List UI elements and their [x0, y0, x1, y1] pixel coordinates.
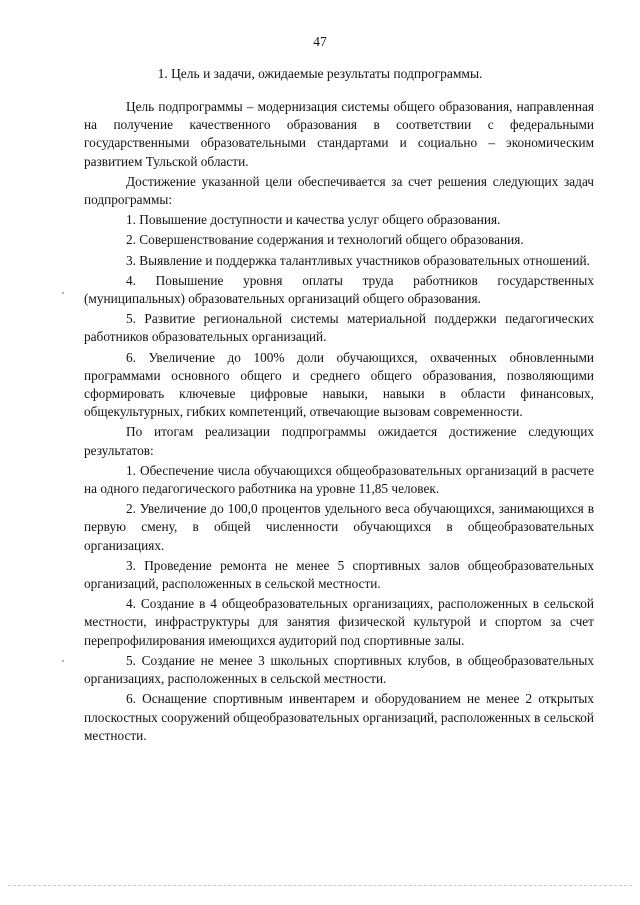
result-item-4: 4. Создание в 4 общеобразовательных организациях, расположенных в сельской местности, инфраструктуры для занятия физической культурой и спортом за счет перепрофилирования имеющихся аудиторий под спортивные залы.: [84, 596, 594, 648]
result-item-6: 6. Оснащение спортивным инвентарем и оборудованием не менее 2 открытых плоскостных сооружений общеобразовательных организаций, расположенных в сельской местности.: [84, 691, 594, 743]
result-item-5: 5. Создание не менее 3 школьных спортивных клубов, в общеобразовательных организациях, расположенных в сельской местности.: [84, 652, 594, 687]
task-item-4: 4. Повышение уровня оплаты труда работников государственных (муниципальных) образовательных организаций общего образования.: [84, 272, 594, 307]
result-item-3: 3. Проведение ремонта не менее 5 спортивных залов общеобразовательных организаций, расположенных в сельской местности.: [84, 557, 594, 592]
section-heading: 1. Цель и задачи, ожидаемые результаты подпрограммы.: [157, 66, 483, 81]
paragraph-goal: Цель подпрограммы – модернизация системы общего образования, направленная на получение качественного образования в соответствии с федеральными государственными образовательными стандартами и социально – экономическим развитием Тульской области.: [84, 99, 594, 169]
task-item-5: 5. Развитие региональной системы материальной поддержки педагогических работников образовательных организаций.: [84, 311, 594, 345]
scan-speck: [62, 292, 64, 294]
scan-speck: [62, 660, 64, 662]
document-body: [84, 98, 594, 747]
task-item-1: 1. Повышение доступности и качества услуг общего образования.: [126, 212, 501, 228]
scan-artifact-line: [8, 885, 632, 886]
page-number: 47: [313, 34, 327, 49]
task-item-6: 6. Увеличение до 100% доли обучающихся, охваченных обновленными программами основного общего и среднего общего образования, позволяющими сформировать ключевые цифровые навыки, навыки в области финансовых, общекультурных, гибких компетенций, отвечающие вызовам современности.: [84, 349, 594, 420]
result-item-1: 1. Обеспечение числа обучающихся общеобразовательных организаций в расчете на одного педагогического работника на уровне 11,85 человек.: [84, 462, 594, 497]
result-item-2: 2. Увеличение до 100,0 процентов удельного веса обучающихся, занимающихся в первую смену, в общей численности обучающихся в общеобразовательных организациях.: [84, 501, 594, 553]
paragraph-tasks-intro: Достижение указанной цели обеспечивается за счет решения следующих задач подпрограммы:: [84, 173, 594, 208]
paragraph-results-intro: По итогам реализации подпрограммы ожидается достижение следующих результатов:: [84, 424, 594, 458]
task-item-3: 3. Выявление и поддержка талантливых участников образовательных отношений.: [126, 252, 590, 268]
task-item-2: 2. Совершенствование содержания и технологий общего образования.: [126, 232, 524, 248]
